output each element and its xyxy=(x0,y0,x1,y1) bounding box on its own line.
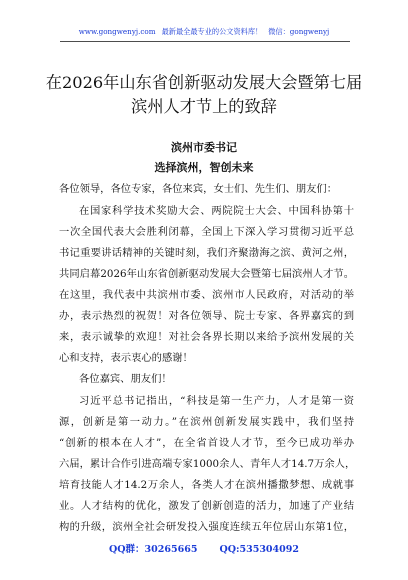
qq-number: QQ:535304092 xyxy=(219,544,299,555)
body-line: “创新的根本在人才”，在全省首设人才节，至今已成功举办 xyxy=(59,437,354,449)
body-line: 源，创新是第一动力。”在滨州创新发展实践中，我们坚持 xyxy=(59,416,354,428)
site-url-link[interactable]: www.gongwenyj.com xyxy=(78,27,156,36)
body-line: 心和支持，表示衷心的感谢！ xyxy=(59,352,193,364)
wechat-id: 微信：gongwenyj xyxy=(268,27,330,36)
body-line: 业。人才结构的优化，激发了创新创造的活力，加速了产业结 xyxy=(59,500,354,512)
body-line: 构的升级，滨州全社会研发投入强度连续五年位居山东第1位， xyxy=(59,521,354,533)
body-line: 六届，累计合作引进高端专家1000余人、青年人才14.7万余人， xyxy=(59,458,356,470)
document-title-line-1: 在2026年山东省创新驱动发展大会暨第七届 xyxy=(45,73,363,92)
body-line: 书记重要讲话精神的关键时刻，我们齐聚渤海之滨、黄河之州， xyxy=(59,247,354,259)
qq-group-number: QQ群：30265665 xyxy=(109,544,198,555)
body-line: 各位嘉宾、朋友们！ xyxy=(79,373,172,385)
page-footer xyxy=(0,541,408,555)
document-title-line-2: 滨州人才节上的致辞 xyxy=(131,97,277,116)
body-line: 在这里，我代表中共滨州市委、滨州市人民政府，对活动的举 xyxy=(59,289,354,301)
body-line: 习近平总书记指出，“科技是第一生产力，人才是第一资 xyxy=(79,395,354,407)
body-line: 一次全国代表大会胜利闭幕，全国上下深入学习贯彻习近平总 xyxy=(59,226,354,238)
body-line: 各位领导，各位专家，各位来宾，女士们、先生们、朋友们： xyxy=(59,183,338,195)
site-header xyxy=(0,27,408,37)
body-line: 培育技能人才14.2万余人，各类人才在滨州播撒梦想、成就事 xyxy=(59,479,354,491)
speech-subtitle: 选择滨州，智创未来 xyxy=(154,161,254,174)
body-line: 在国家科学技术奖励大会、两院院士大会、中国科协第十 xyxy=(79,205,354,217)
site-slogan: 最新最全最专业的公文资料库！ xyxy=(161,27,263,36)
body-line: 共同启幕2026年山东省创新驱动发展大会暨第七届滨州人才节。 xyxy=(59,268,354,280)
body-line: 来，表示诚挚的欢迎！对社会各界长期以来给予滨州发展的关 xyxy=(59,331,354,343)
speaker-title: 滨州市委书记 xyxy=(171,141,237,154)
body-line: 办，表示热烈的祝贺！对各位领导、院士专家、各界嘉宾的到 xyxy=(59,310,354,322)
header-divider xyxy=(60,41,350,42)
